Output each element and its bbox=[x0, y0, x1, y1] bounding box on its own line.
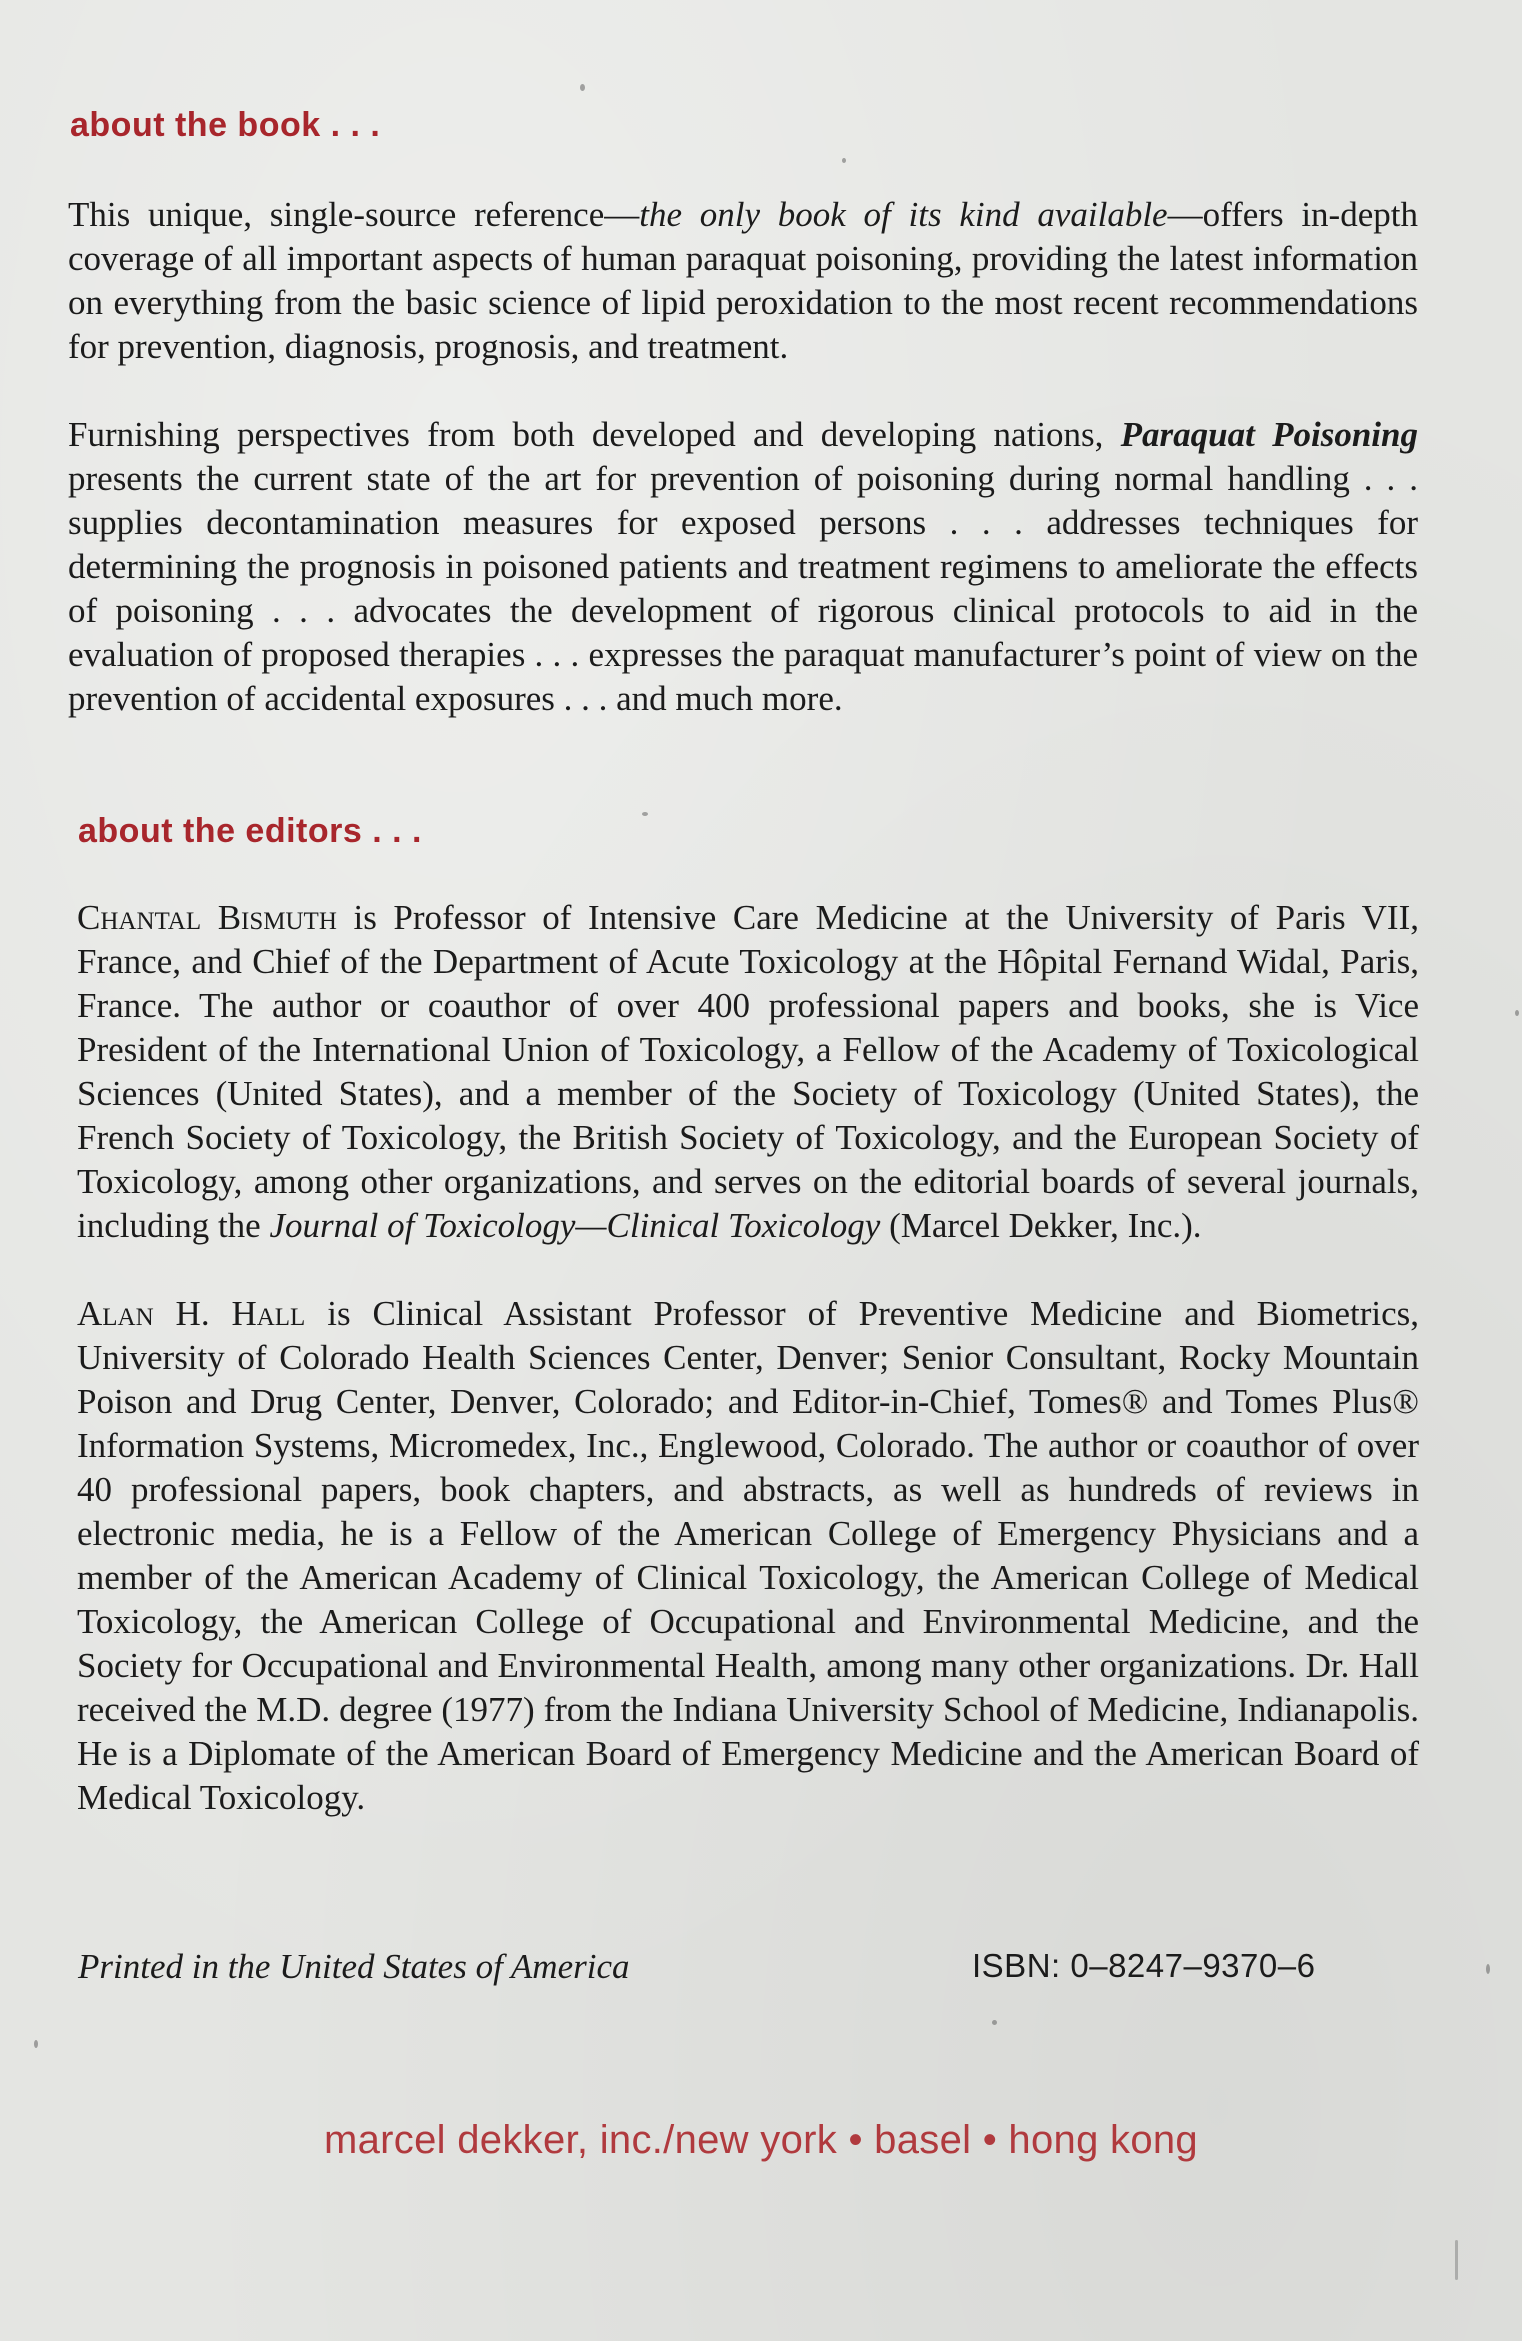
editor2-name: Alan H. Hall bbox=[77, 1294, 306, 1333]
dust-speck bbox=[642, 812, 648, 816]
about-book-section bbox=[68, 193, 1418, 721]
editor2-text: is Clinical Assistant Professor of Preventive Medicine and Biometrics, University of Colorado Health Sciences Center, Denver; Senior Consultant, Rocky Mountain Poison and Drug Center, Denver, Colorado; and Editor-in-Chief, Tomes® and Tomes Plus® Information Systems, Micromedex, Inc., Englewood, Colorado. The author or coauthor of over 40 professional papers, book chapters, and abstracts, as well as hundreds of reviews in electronic media, he is a Fellow of the American College of Emergency Physicians and a member of the American Academy of Clinical Toxicology, the American College of Medical Toxicology, the American College of Occupational and Environmental Medicine, and the Society for Occupational and Environmental Health, among many other organizations. Dr. Hall received the M.D. degree (1977) from the Indiana University School of Medicine, Indianapolis. He is a Diplomate of the American Board of Emergency Medicine and the American Board of Medical Toxicology. bbox=[77, 1294, 1419, 1817]
dust-speck bbox=[992, 2020, 997, 2025]
editor1-text-end: (Marcel Dekker, Inc.). bbox=[880, 1206, 1202, 1245]
para1-text-start: This unique, single-source reference— bbox=[68, 195, 640, 234]
para1-text-end: —offers in-depth coverage of all important aspects of human paraquat poisoning, providing the latest information on everything from the basic science of lipid peroxidation to the most recent recommendations for prevention, diagnosis, prognosis, and treatment. bbox=[68, 195, 1418, 366]
publisher-line: marcel dekker, inc./new york • basel • hong kong bbox=[324, 2118, 1198, 2162]
dust-speck bbox=[1486, 1964, 1490, 1974]
editor-bismuth-bio bbox=[77, 896, 1419, 1248]
para2-text-start: Furnishing perspectives from both developed and developing nations, bbox=[68, 415, 1121, 454]
about-book-paragraph-2 bbox=[68, 413, 1418, 721]
dust-speck bbox=[34, 2040, 38, 2048]
dust-speck bbox=[842, 158, 846, 163]
book-title: Paraquat Poisoning bbox=[1120, 415, 1418, 454]
about-editors-heading: about the editors . . . bbox=[78, 812, 422, 850]
printed-in-line: Printed in the United States of America bbox=[78, 1947, 630, 1986]
about-book-paragraph-1 bbox=[68, 193, 1418, 369]
editor1-name: Chantal Bismuth bbox=[77, 898, 337, 937]
para2-text-end: presents the current state of the art for prevention of poisoning during normal handling . . . supplies decontamination measures for exposed persons . . . addresses techniques for determining the prognosis in poisoned patients and treatment regimens to ameliorate the effects of poisoning . . . advocates the development of rigorous clinical protocols to aid in the evaluation of proposed therapies . . . expresses the paraquat manufacturer’s point of view on the prevention of accidental exposures . . . and much more. bbox=[68, 459, 1418, 718]
dust-speck bbox=[1455, 2240, 1458, 2280]
editor-hall-bio bbox=[77, 1292, 1419, 1820]
about-book-heading: about the book . . . bbox=[70, 106, 381, 144]
para1-emphasis: the only book of its kind available bbox=[639, 195, 1168, 234]
journal-title: Journal of Toxicology—Clinical Toxicology bbox=[269, 1206, 881, 1245]
about-editors-section bbox=[77, 896, 1419, 1820]
dust-speck bbox=[580, 84, 585, 91]
editor1-text: is Professor of Intensive Care Medicine at the University of Paris VII, France, and Chief of the Department of Acute Toxicology at the Hôpital Fernand Widal, Paris, France. The author or coauthor of over 400 professional papers and books, she is Vice President of the International Union of Toxicology, a Fellow of the Academy of Toxicological Sciences (United States), and a member of the Society of Toxicology (United States), the French Society of Toxicology, the British Society of Toxicology, and the European Society of Toxicology, among other organizations, and serves on the editorial boards of several journals, including the bbox=[77, 898, 1419, 1245]
isbn-number: ISBN: 0–8247–9370–6 bbox=[972, 1947, 1316, 1984]
dust-speck bbox=[1515, 1010, 1519, 1016]
